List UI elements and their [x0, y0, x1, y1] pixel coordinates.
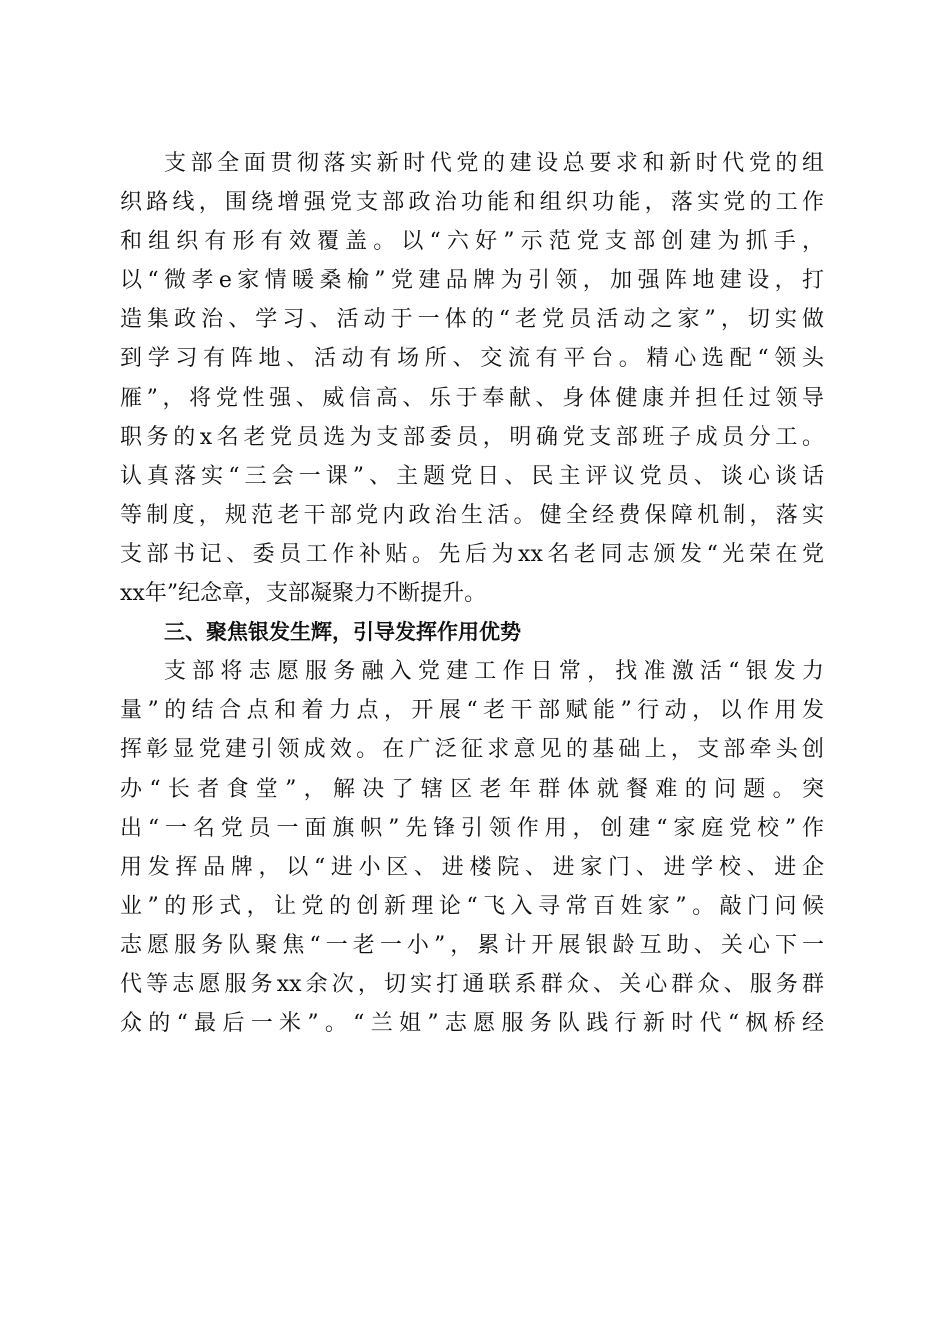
paragraph-2 [120, 652, 824, 1043]
text-line: 用发挥品牌，以“进小区、进楼院、进家门、进学校、进企 [120, 854, 824, 880]
text-line: 支部全面贯彻落实新时代党的建设总要求和新时代党的组 [164, 151, 824, 176]
document-page [120, 144, 824, 1043]
text-line: 志愿服务队聚焦“一老一小”，累计开展银龄互助、关心下一 [120, 932, 824, 958]
text-line: 造集政治、学习、活动于一体的“老党员活动之家”，切实做 [120, 307, 824, 333]
text-line: 挥彰显党建引领成效。在广泛征求意见的基础上，支部牵头创 [120, 737, 824, 763]
text-line: 以“微孝e家情暖桑榆”党建品牌为引领，加强阵地建设，打 [120, 268, 824, 294]
text-line: 认真落实“三会一课”、主题党日、民主评议党员、谈心谈话 [120, 463, 824, 489]
text-line: 支部书记、委员工作补贴。先后为xx名老同志颁发“光荣在党 [120, 541, 824, 567]
text-line: xx年”纪念章，支部凝聚力不断提升。 [120, 581, 487, 607]
text-line: 等制度，规范老干部党内政治生活。健全经费保障机制，落实 [120, 502, 824, 528]
text-line: 和组织有形有效覆盖。以“六好”示范党支部创建为抓手， [120, 229, 824, 255]
text-line: 出“一名党员一面旗帜”先锋引领作用，创建“家庭党校”作 [120, 815, 824, 841]
section-heading: 三、聚焦银发生辉，引导发挥作用优势 [164, 620, 521, 645]
text-line: 雁”，将党性强、威信高、乐于奉献、身体健康并担任过领导 [120, 385, 824, 411]
text-line: 职务的x名老党员选为支部委员，明确党支部班子成员分工。 [120, 424, 824, 450]
text-line: 量”的结合点和着力点，开展“老干部赋能”行动，以作用发 [120, 698, 824, 724]
text-line: 织路线，围绕增强党支部政治功能和组织功能，落实党的工作 [120, 190, 824, 216]
text-line: 业”的形式，让党的创新理论“飞入寻常百姓家”。敲门问候 [120, 893, 824, 919]
text-line: 支部将志愿服务融入党建工作日常，找准激活“银发力 [164, 659, 824, 685]
text-line: 到学习有阵地、活动有场所、交流有平台。精心选配“领头 [120, 346, 824, 372]
paragraph-1 [120, 144, 824, 613]
text-line: 办“长者食堂”，解决了辖区老年群体就餐难的问题。突 [120, 776, 824, 802]
text-line: 代等志愿服务xx余次，切实打通联系群众、关心群众、服务群 [120, 971, 824, 997]
text-line: 众的“最后一米”。“兰姐”志愿服务队践行新时代“枫桥经 [120, 1011, 824, 1037]
